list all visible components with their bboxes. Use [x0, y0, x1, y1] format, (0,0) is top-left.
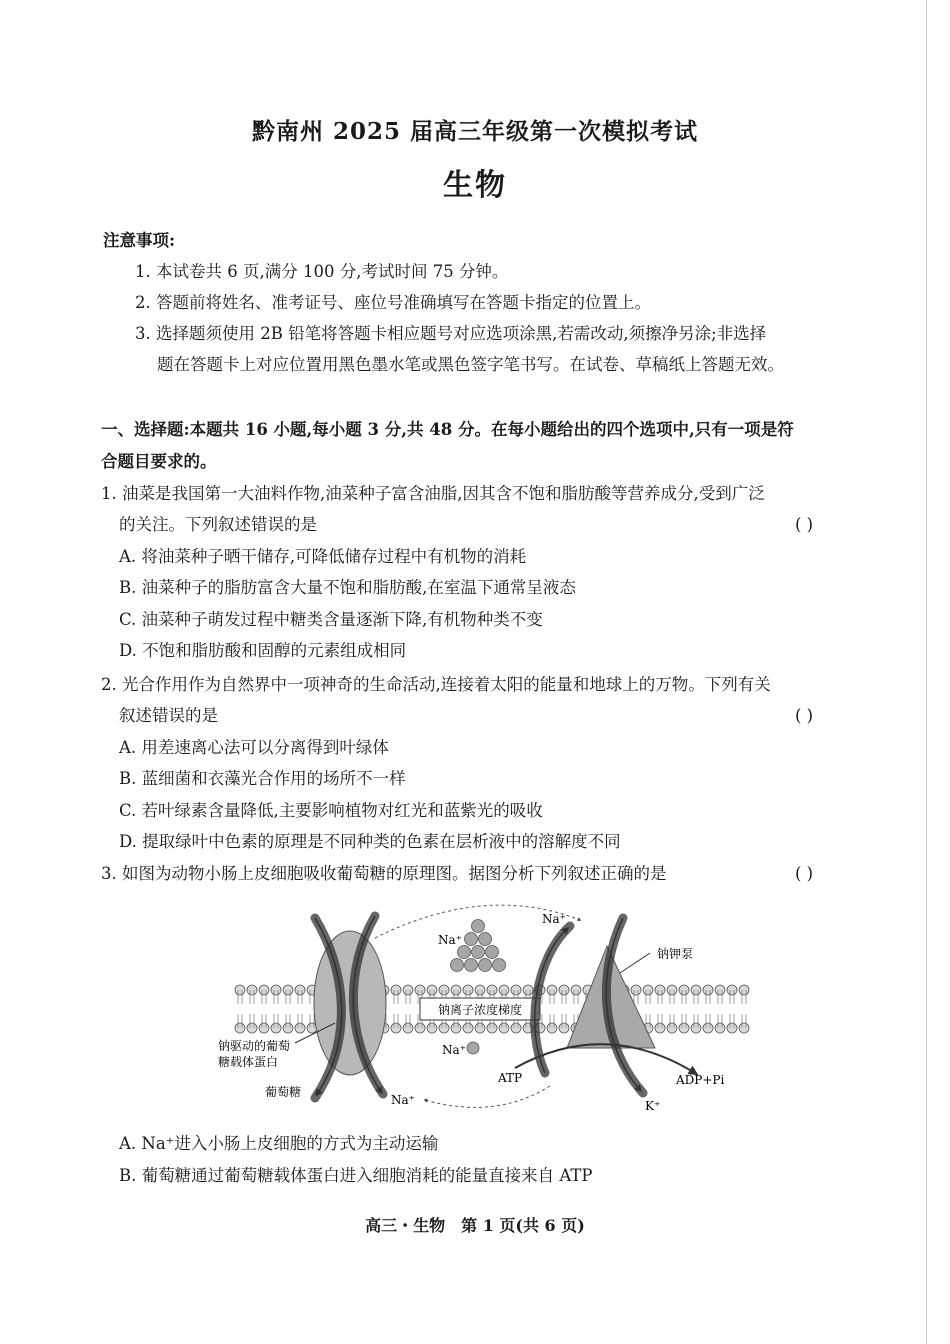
lipid-head	[571, 985, 581, 995]
na-bottom-label: Na⁺	[391, 1093, 415, 1107]
lipid-head	[643, 985, 653, 995]
lipid-head	[271, 1023, 281, 1033]
gradient-label: 钠离子浓度梯度	[437, 1003, 523, 1017]
lipid-head	[451, 1023, 461, 1033]
lipid-head	[295, 985, 305, 995]
lipid-head	[415, 1023, 425, 1033]
q1-option-d: D. 不饱和脂肪酸和固醇的元素组成相同	[119, 641, 407, 660]
lipid-head	[247, 1023, 257, 1033]
glucose-transport-diagram	[195, 898, 765, 1118]
lipid-head	[259, 1023, 269, 1033]
k-ion-label: K⁺	[645, 1099, 661, 1113]
pump-label: 钠钾泵	[657, 947, 694, 961]
lipid-head	[511, 985, 521, 995]
lipid-head	[679, 985, 689, 995]
q1-option-b: B. 油菜种子的脂肪富含大量不饱和脂肪酸,在室温下通常呈液态	[119, 578, 576, 597]
na-top-right-label: Na⁺	[542, 912, 566, 926]
lipid-head	[439, 985, 449, 995]
q2-option-b: B. 蓝细菌和衣藻光合作用的场所不一样	[119, 769, 406, 788]
notice-heading: 注意事项:	[103, 231, 176, 250]
na-single-label: Na⁺	[442, 1043, 466, 1057]
q1-option-a: A. 将油菜种子晒干储存,可降低储存过程中有机物的消耗	[119, 547, 527, 566]
q1-stem-line2: 的关注。下列叙述错误的是	[119, 515, 317, 534]
lipid-head	[739, 985, 749, 995]
q3-option-b: B. 葡萄糖通过葡萄糖载体蛋白进入细胞消耗的能量直接来自 ATP	[119, 1166, 593, 1185]
lipid-head	[523, 985, 533, 995]
lipid-head	[283, 985, 293, 995]
lipid-head	[547, 1023, 557, 1033]
q2-option-c: C. 若叶绿素含量降低,主要影响植物对红光和蓝紫光的吸收	[119, 801, 543, 820]
q2-option-a: A. 用差速离心法可以分离得到叶绿体	[119, 738, 389, 757]
lipid-head	[463, 985, 473, 995]
lipid-head	[655, 985, 665, 995]
adp-pi-label: ADP+Pi	[676, 1073, 725, 1087]
lipid-head	[259, 985, 269, 995]
q2-stem-line1: 2. 光合作用作为自然界中一项神奇的生命活动,连接着太阳的能量和地球上的万物。下列有关	[101, 675, 771, 694]
lipid-head	[715, 1023, 725, 1033]
subject-title: 生物	[443, 168, 507, 203]
lipid-head	[631, 985, 641, 995]
lipid-head	[703, 1023, 713, 1033]
lipid-head	[679, 1023, 689, 1033]
q1-option-c: C. 油菜种子萌发过程中糖类含量逐渐下降,有机物种类不变	[119, 610, 543, 629]
lipid-head	[499, 985, 509, 995]
glucose-label: 葡萄糖	[265, 1085, 302, 1099]
lipid-head	[715, 985, 725, 995]
lipid-head	[667, 1023, 677, 1033]
q3-stem: 3. 如图为动物小肠上皮细胞吸收葡萄糖的原理图。据图分析下列叙述正确的是	[101, 864, 667, 883]
lipid-head	[415, 985, 425, 995]
section-heading-line1: 一、选择题:本题共 16 小题,每小题 3 分,共 48 分。在每小题给出的四个选项中,只有一项是符	[101, 420, 794, 439]
lipid-head	[475, 1023, 485, 1033]
na-single-ion	[467, 1042, 479, 1054]
lipid-head	[727, 985, 737, 995]
lipid-head	[295, 1023, 305, 1033]
lipid-head	[547, 985, 557, 995]
lipid-head	[391, 1023, 401, 1033]
notice-item-3-cont: 题在答题卡上对应位置用黑色墨水笔或黑色签字笔书写。在试卷、草稿纸上答题无效。	[157, 355, 784, 374]
q2-option-d: D. 提取绿叶中色素的原理是不同种类的色素在层析液中的溶解度不同	[119, 832, 621, 851]
notice-item-1: 1. 本试卷共 6 页,满分 100 分,考试时间 75 分钟。	[135, 262, 509, 281]
q3-answer-paren: ( )	[795, 864, 814, 883]
lipid-head	[439, 1023, 449, 1033]
lipid-head	[559, 985, 569, 995]
lipid-head	[235, 1023, 245, 1033]
lipid-head	[283, 1023, 293, 1033]
lipid-head	[403, 985, 413, 995]
carrier-label-line1: 钠驱动的葡萄	[218, 1039, 291, 1053]
q1-stem-line1: 1. 油菜是我国第一大油料作物,油菜种子富含油脂,因其含不饱和脂肪酸等营养成分,受到广泛	[101, 484, 765, 503]
na-cluster-label: Na⁺	[438, 933, 462, 947]
lipid-head	[235, 985, 245, 995]
lipid-head	[667, 985, 677, 995]
dashed-cycle-bottom	[425, 1086, 550, 1107]
lipid-head	[691, 985, 701, 995]
carrier-label-line2: 糖载体蛋白	[218, 1055, 279, 1069]
lipid-head	[655, 1023, 665, 1033]
notice-item-2: 2. 答题前将姓名、准考证号、座位号准确填写在答题卡指定的位置上。	[135, 293, 651, 312]
lipid-head	[559, 1023, 569, 1033]
lipid-head	[511, 1023, 521, 1033]
exam-title: 黔南州 2025 届高三年级第一次模拟考试	[251, 118, 699, 145]
q1-answer-paren: ( )	[795, 515, 814, 534]
lipid-head	[427, 985, 437, 995]
lipid-head	[427, 1023, 437, 1033]
lipid-head	[691, 1023, 701, 1033]
lipid-head	[475, 985, 485, 995]
atp-label: ATP	[498, 1071, 523, 1085]
section-heading-line2: 合题目要求的。	[101, 452, 217, 471]
lipid-head	[271, 985, 281, 995]
lipid-head	[451, 985, 461, 995]
lipid-head	[403, 1023, 413, 1033]
lipid-head	[499, 1023, 509, 1033]
lipid-head	[247, 985, 257, 995]
lipid-head	[487, 985, 497, 995]
lipid-head	[739, 1023, 749, 1033]
notice-item-3: 3. 选择题须使用 2B 铅笔将答题卡相应题号对应选项涂黑,若需改动,须擦净另涂;非选择	[135, 324, 767, 343]
q2-answer-paren: ( )	[795, 706, 814, 725]
q2-stem-line2: 叙述错误的是	[119, 706, 218, 725]
lipid-head	[463, 1023, 473, 1033]
page-footer: 高三・生物 第 1 页(共 6 页)	[365, 1216, 585, 1235]
lipid-head	[703, 985, 713, 995]
q3-option-a: A. Na⁺进入小肠上皮细胞的方式为主动运输	[119, 1134, 439, 1153]
lipid-head	[487, 1023, 497, 1033]
lipid-head	[391, 985, 401, 995]
lipid-head	[727, 1023, 737, 1033]
